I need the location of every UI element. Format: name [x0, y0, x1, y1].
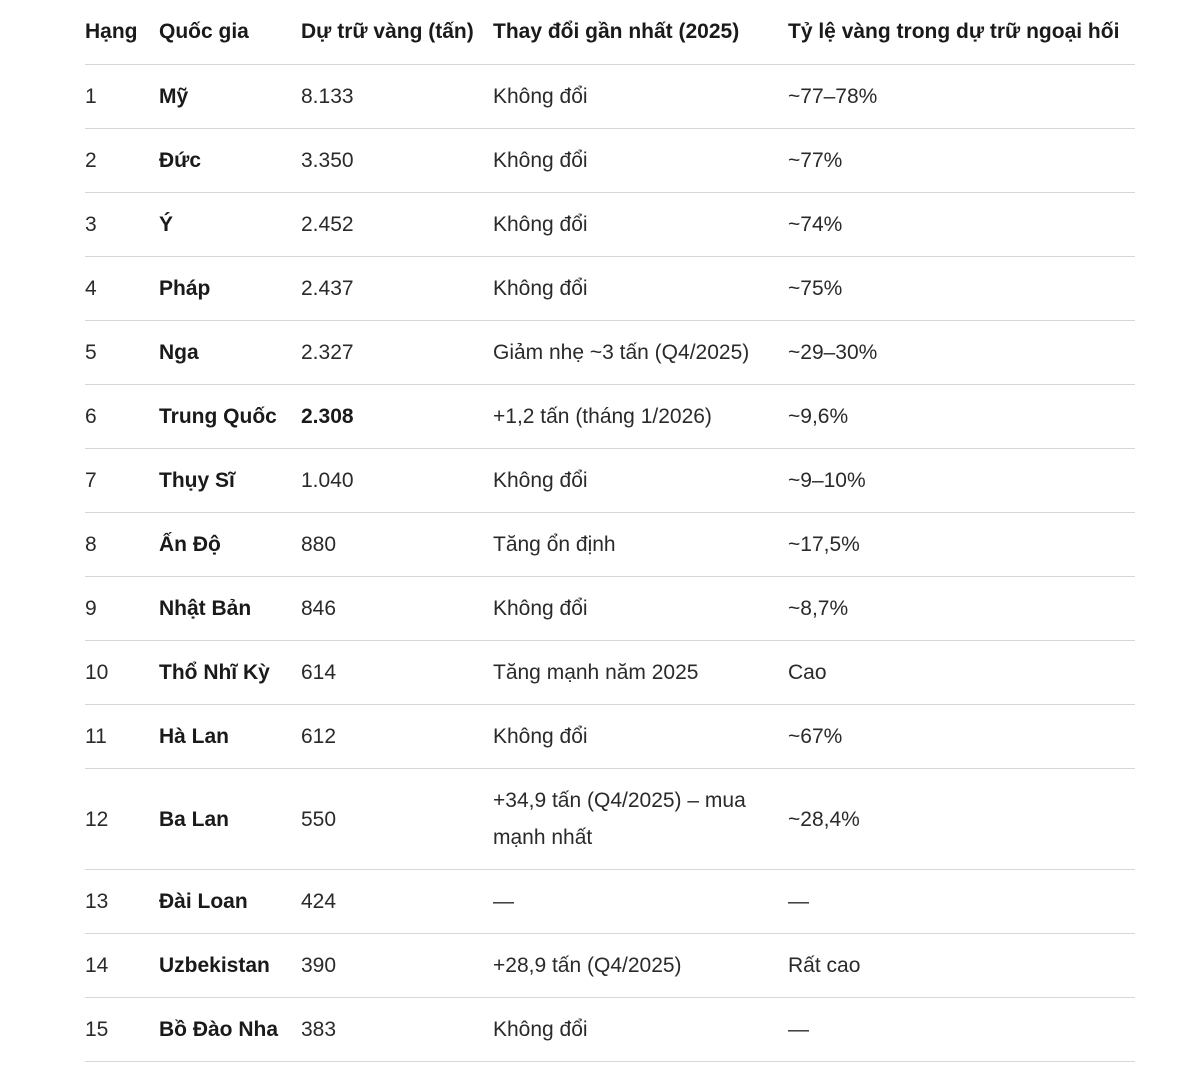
cell-rank: 9 — [85, 577, 159, 641]
cell-ratio: ~74% — [788, 193, 1135, 257]
cell-ratio: ~67% — [788, 705, 1135, 769]
cell-country: Ấn Độ — [159, 513, 301, 577]
cell-rank: 4 — [85, 257, 159, 321]
cell-reserve: 2.452 — [301, 193, 493, 257]
table-row — [85, 513, 1135, 577]
cell-rank: 5 — [85, 321, 159, 385]
table-row — [85, 769, 1135, 870]
cell-reserve: 424 — [301, 870, 493, 934]
cell-ratio: — — [788, 870, 1135, 934]
cell-rank: 8 — [85, 513, 159, 577]
cell-ratio: ~28,4% — [788, 769, 1135, 870]
cell-country: Thụy Sĩ — [159, 449, 301, 513]
cell-ratio: Rất cao — [788, 934, 1135, 998]
cell-change: Không đổi — [493, 257, 788, 321]
table-row — [85, 193, 1135, 257]
table-row — [85, 449, 1135, 513]
cell-country: Uzbekistan — [159, 934, 301, 998]
table-row — [85, 577, 1135, 641]
table-row — [85, 934, 1135, 998]
cell-country: Ý — [159, 193, 301, 257]
cell-reserve: 383 — [301, 998, 493, 1062]
cell-country: Thổ Nhĩ Kỳ — [159, 641, 301, 705]
header-rank: Hạng — [85, 0, 159, 65]
cell-country: Nhật Bản — [159, 577, 301, 641]
cell-change: — — [493, 870, 788, 934]
cell-change: +1,2 tấn (tháng 1/2026) — [493, 385, 788, 449]
cell-rank: 2 — [85, 129, 159, 193]
table-row — [85, 998, 1135, 1062]
cell-reserve: 550 — [301, 769, 493, 870]
cell-change: Tăng ổn định — [493, 513, 788, 577]
cell-rank: 10 — [85, 641, 159, 705]
gold-reserves-table-container — [85, 0, 1135, 1062]
cell-change: Không đổi — [493, 705, 788, 769]
cell-ratio: ~77–78% — [788, 65, 1135, 129]
cell-ratio: — — [788, 998, 1135, 1062]
cell-rank: 13 — [85, 870, 159, 934]
cell-ratio: ~77% — [788, 129, 1135, 193]
cell-rank: 15 — [85, 998, 159, 1062]
cell-reserve: 390 — [301, 934, 493, 998]
cell-country: Mỹ — [159, 65, 301, 129]
table-row — [85, 129, 1135, 193]
table-header-row — [85, 0, 1135, 65]
cell-reserve: 2.327 — [301, 321, 493, 385]
cell-reserve: 2.308 — [301, 385, 493, 449]
cell-change: Không đổi — [493, 577, 788, 641]
cell-ratio: ~29–30% — [788, 321, 1135, 385]
cell-change: Giảm nhẹ ~3 tấn (Q4/2025) — [493, 321, 788, 385]
cell-change: Không đổi — [493, 65, 788, 129]
cell-rank: 1 — [85, 65, 159, 129]
table-row — [85, 321, 1135, 385]
cell-country: Đức — [159, 129, 301, 193]
table-row — [85, 705, 1135, 769]
cell-reserve: 612 — [301, 705, 493, 769]
cell-change: +28,9 tấn (Q4/2025) — [493, 934, 788, 998]
cell-ratio: ~17,5% — [788, 513, 1135, 577]
cell-ratio: ~75% — [788, 257, 1135, 321]
table-row-highlighted — [85, 385, 1135, 449]
cell-ratio: ~9,6% — [788, 385, 1135, 449]
header-country: Quốc gia — [159, 0, 301, 65]
cell-reserve: 1.040 — [301, 449, 493, 513]
cell-change: Không đổi — [493, 998, 788, 1062]
cell-rank: 7 — [85, 449, 159, 513]
cell-country: Đài Loan — [159, 870, 301, 934]
cell-rank: 6 — [85, 385, 159, 449]
gold-reserves-table — [85, 0, 1135, 1062]
cell-rank: 3 — [85, 193, 159, 257]
table-row — [85, 257, 1135, 321]
cell-change: Không đổi — [493, 449, 788, 513]
cell-ratio: ~9–10% — [788, 449, 1135, 513]
cell-change: +34,9 tấn (Q4/2025) – mua mạnh nhất — [493, 769, 788, 870]
cell-reserve: 846 — [301, 577, 493, 641]
table-row — [85, 870, 1135, 934]
cell-rank: 11 — [85, 705, 159, 769]
cell-reserve: 880 — [301, 513, 493, 577]
cell-country: Ba Lan — [159, 769, 301, 870]
cell-rank: 14 — [85, 934, 159, 998]
header-change: Thay đổi gần nhất (2025) — [493, 0, 788, 65]
cell-country: Bồ Đào Nha — [159, 998, 301, 1062]
cell-reserve: 614 — [301, 641, 493, 705]
cell-change: Không đổi — [493, 129, 788, 193]
cell-reserve: 2.437 — [301, 257, 493, 321]
cell-ratio: Cao — [788, 641, 1135, 705]
cell-country: Pháp — [159, 257, 301, 321]
table-row — [85, 641, 1135, 705]
cell-change: Không đổi — [493, 193, 788, 257]
cell-reserve: 8.133 — [301, 65, 493, 129]
header-reserve: Dự trữ vàng (tấn) — [301, 0, 493, 65]
cell-rank: 12 — [85, 769, 159, 870]
cell-country: Nga — [159, 321, 301, 385]
cell-reserve: 3.350 — [301, 129, 493, 193]
table-row — [85, 65, 1135, 129]
cell-country: Hà Lan — [159, 705, 301, 769]
header-ratio: Tỷ lệ vàng trong dự trữ ngoại hối — [788, 0, 1135, 65]
cell-ratio: ~8,7% — [788, 577, 1135, 641]
cell-change: Tăng mạnh năm 2025 — [493, 641, 788, 705]
cell-country: Trung Quốc — [159, 385, 301, 449]
